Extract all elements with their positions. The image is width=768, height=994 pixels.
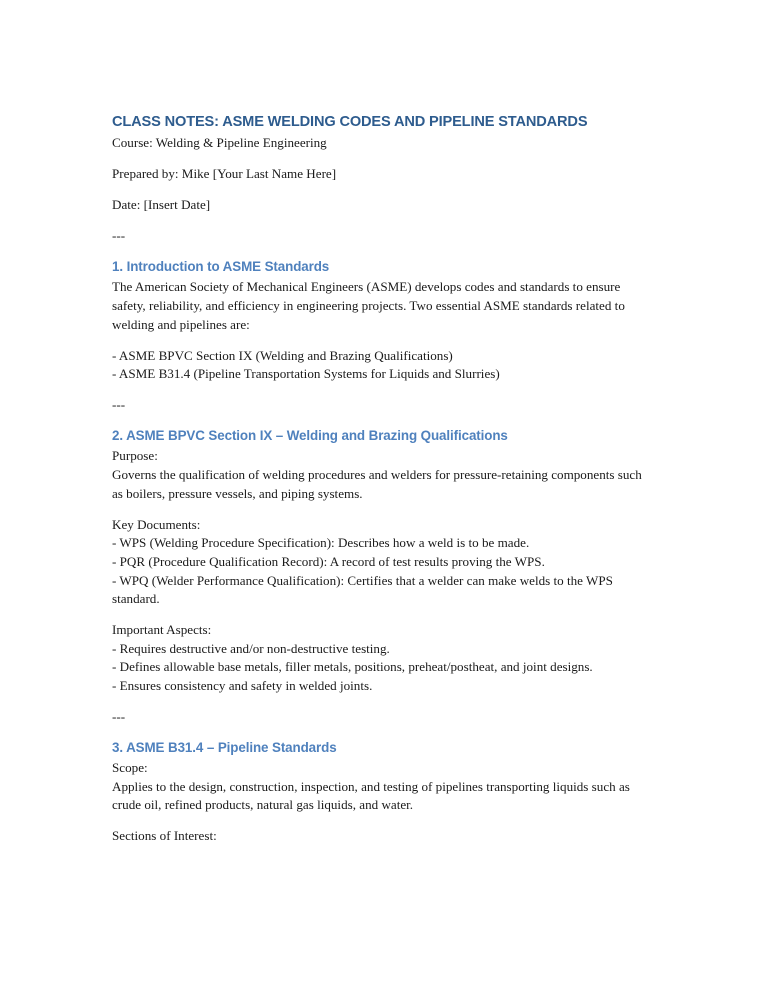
section-3-scope-label: Scope: [112,760,148,776]
section-2-important-aspect-1: - Requires destructive and/or non-destructive testing. [112,640,390,656]
spacer [112,503,653,516]
spacer [112,184,653,197]
section-2-key-documents-label: Key Documents: [112,516,201,532]
section-2-key-document-1: - WPS (Welding Procedure Specification): Describes how a weld is to be made. [112,535,530,551]
spacer [112,696,653,709]
meta-date: Date: [Insert Date] [112,197,211,213]
section-heading-2: 2. ASME BPVC Section IX – Welding and Brazing Qualifications [112,428,508,444]
section-3-scope-text: Applies to the design, construction, inspection, and testing of pipelines transporting liquids such as crude oil, refined products, natural gas liquids, and water. [112,778,630,813]
section-2-key-document-2: - PQR (Procedure Qualification Record): A record of test results proving the WPS. [112,553,545,569]
section-2-purpose-label: Purpose: [112,448,158,464]
section-1-bullet-2: - ASME B31.4 (Pipeline Transportation Systems for Liquids and Slurries) [112,366,500,382]
section-divider-1: --- [112,228,126,244]
spacer [112,215,653,228]
section-2-important-aspects-label: Important Aspects: [112,622,212,638]
spacer [112,727,653,740]
section-heading-3: 3. ASME B31.4 – Pipeline Standards [112,740,337,756]
spacer [112,815,653,828]
spacer [112,415,653,428]
section-2-purpose-text: Governs the qualification of welding procedures and welders for pressure-retaining components such as boilers, pressure vessels, and piping systems. [112,467,642,501]
spacer [112,334,653,347]
section-divider-3: --- [112,709,126,725]
spacer [112,384,653,397]
spacer [112,246,653,259]
section-2-important-aspect-3: - Ensures consistency and safety in welded joints. [112,677,373,693]
section-1-intro-paragraph: The American Society of Mechanical Engineers (ASME) develops codes and standards to ensure safety, reliability, and efficiency in engineering projects. Two essential ASME standards related to welding and pipelines are: [112,279,625,332]
section-3-sections-of-interest-label: Sections of Interest: [112,828,217,844]
section-divider-2: --- [112,397,126,413]
spacer [112,609,653,622]
page-title: CLASS NOTES: ASME WELDING CODES AND PIPELINE STANDARDS [112,114,588,130]
meta-prepared-by: Prepared by: Mike [Your Last Name Here] [112,166,337,182]
section-1-bullet-1: - ASME BPVC Section IX (Welding and Brazing Qualifications) [112,347,453,363]
meta-course: Course: Welding & Pipeline Engineering [112,135,327,150]
section-2-important-aspect-2: - Defines allowable base metals, filler metals, positions, preheat/postheat, and joint designs. [112,659,593,675]
section-heading-1: 1. Introduction to ASME Standards [112,259,330,275]
section-2-key-document-3: - WPQ (Welder Performance Qualification): Certifies that a welder can make welds to the WPS standard. [112,572,613,607]
spacer [112,153,653,166]
